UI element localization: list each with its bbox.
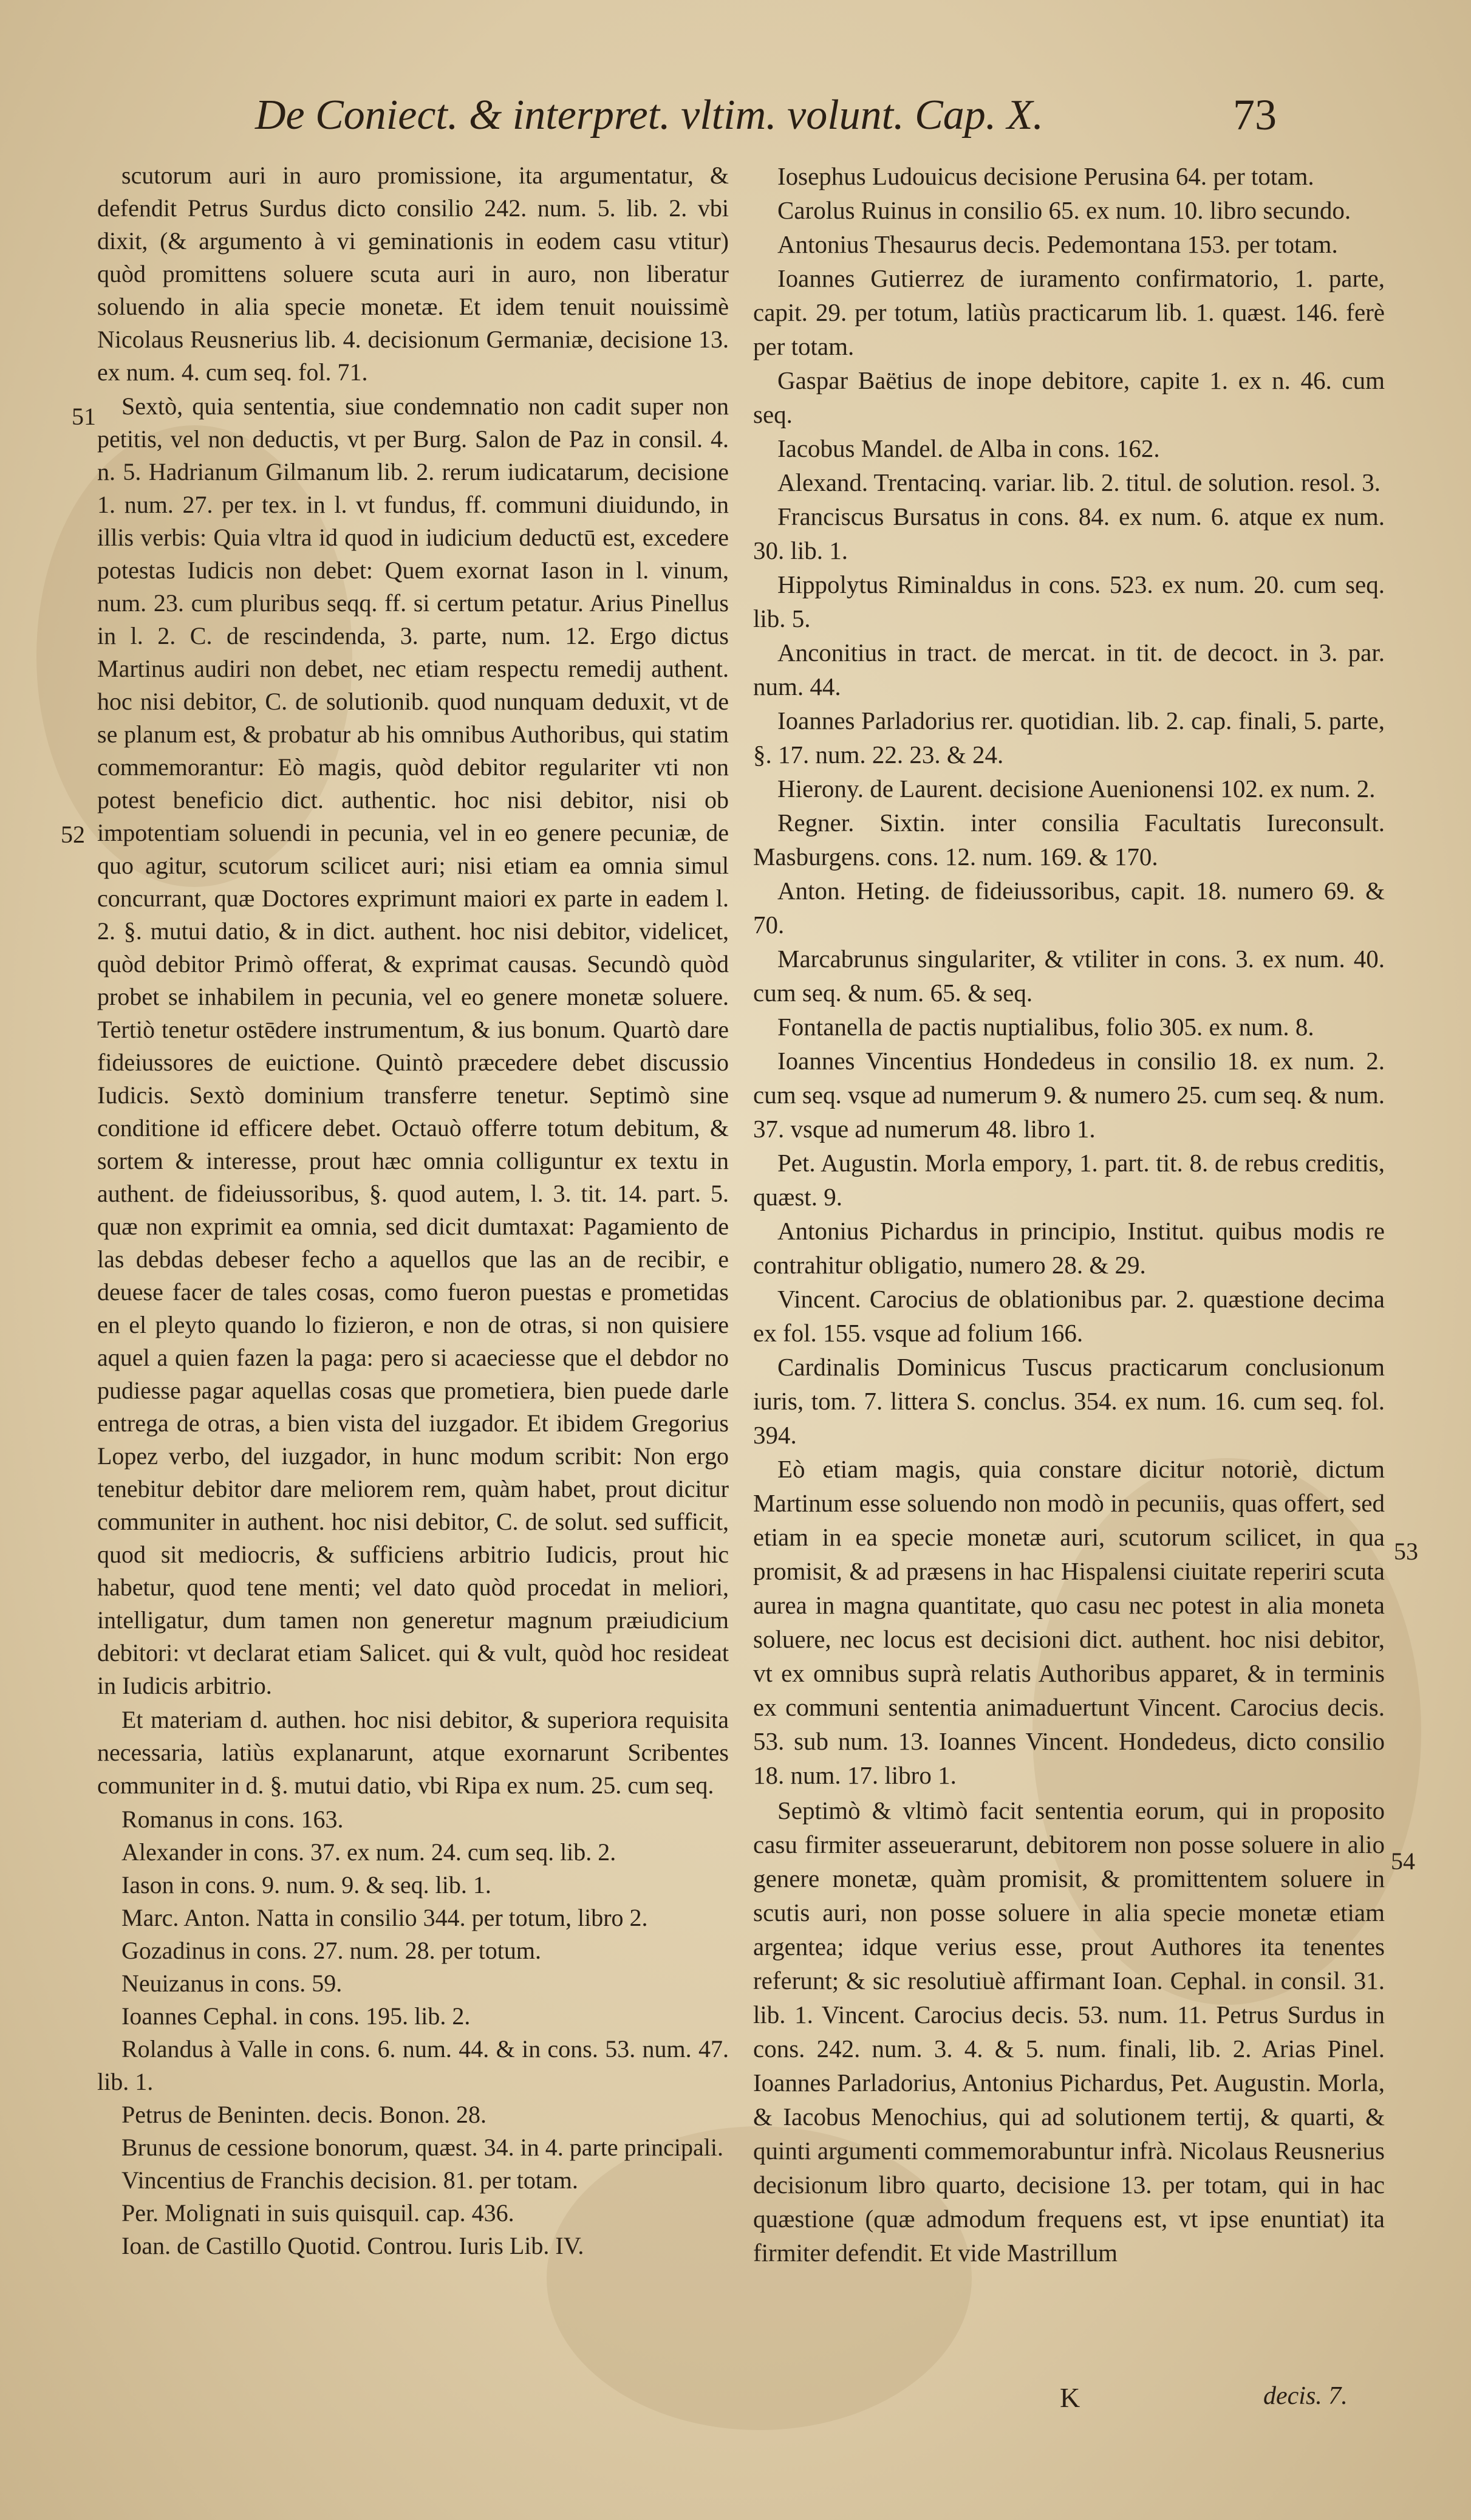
signature-mark: K [1060,2382,1080,2413]
citation-entry: Carolus Ruinus in consilio 65. ex num. 10. libro secundo. [777,196,1351,224]
citation-entry: Antonius Thesaurus decis. Pedemontana 153. per totam. [777,230,1338,258]
citation-entry: Ioan. de Castillo Quotid. Controu. Iuris Lib. IV. [121,2232,584,2259]
citation-entry: Hierony. de Laurent. decisione Auenionensi 102. ex num. 2. [777,775,1376,803]
citation-entry: Ioannes Parladorius rer. quotidian. lib. 2. cap. finali, 5. parte, §. 17. num. 22. 23. & 24. [753,707,1385,769]
paragraph: Sextò, quia sententia, siue condemnatio non cadit super non petitis, vel non deductis, vt per Burg. Salon de Paz in consil. 4. n. 5. Hadrianum Gilmanum lib. 2. rerum iudicatarum, decisione 1. num. 27. per tex. in l. vt fundus, ff. communi diuidundo, in illis verbis: Quia vltra id quod in iudicium deductū est, excedere potestas Iudicis non debet: Quem exornat Iason in l. vinum, num. 23. cum pluribus seqq. ff. si certum petatur. Arius Pinellus in l. 2. C. de rescindenda, 3. parte, num. 12. Ergo dictus Martinus audiri non debet, nec etiam respectu remedij authent. hoc nisi debitor, C. de solutionib. quod nunquam deduxit, vt de se planum est, & probatur ab his omnibus Authoribus, qui statim commemorantur: Eò magis, quòd debitor regulariter vti non potest beneficio dict. authentic. hoc nisi debitor, nisi ob impotentiam soluendi in pecunia, vel in eo genere pecuniæ, de quo agitur, scutorum scilicet auri; nisi etiam ea omnia simul concurrant, quæ Doctores exprimunt maiori ex parte in eadem l. 2. §. mutui datio, & in dict. authent. hoc nisi debitor, videlicet, quòd debitor Primò offerat, & exprimat causas. Secundò quòd probet se inhabilem in pecunia, vel eo genere monetæ soluere. Tertiò tenetur ostēdere instrumentum, & ius bonum. Quartò dare fideiussores de euictione. Quintò præcedere debet discussio Iudicis. Sextò dominium transferre tenetur. Septimò sine conditione id efficere debet. Octauò offerre totum debitum, & sortem & interesse, prout hæc omnia colliguntur ex textu in authent. de fideiussoribus, §. quod autem, l. 3. tit. 14. part. 5. quæ non exprimit ea omnia, sed dicit dumtaxat: Pagamiento de las debdas debeser fecho a aquellos que las an de recibir, e deuese facer de tales cosas, como fueron puestas e prometidas en el pleyto quando lo fizieron, e non de otras, si non quisiere aquel a quien fazen la paga: pero si acaeciesse que el debdor no pudiesse pagar aquellas cosas que prometiera, bien puede darle entrega de otras, a bien vista del iuzgador. Et ibidem Gregorius Lopez verbo, del iuzgador, in hunc modum scribit: Non ergo tenebitur debitor dare meliorem rem, quàm habet, prout dicitur communiter in authent. hoc nisi debitor, C. de solut. sed sufficit, quod sit mediocris, & sufficiens arbitrio Iudicis, prout hic habetur, quod tene menti; vel dato quòd procedat in meliori, intelligatur, dum tamen non generetur magnum præiudicium debitori: vt declarat etiam Salicet. qui & vult, quòd hoc resideat in Iudicis arbitrio. [97,392,729,1699]
citation-entry: Petrus de Beninten. decis. Bonon. 28. [121,2101,487,2128]
margin-number: 53 [1394,1538,1418,1565]
paragraph: Septimò & vltimò facit sententia eorum, qui in proposito casu firmiter asseuerarunt, debitorem non posse soluere in alio genere monetæ, quàm promisit, & promittentem soluere in scutis auri, non posse soluere in alia specie monetæ etiam argentea; idque verius esse, prout Authores ita tenentes referunt; & sic resolutiuè affirmant Ioan. Cephal. in consil. 31. lib. 1. Vincent. Carocius decis. 53. num. 11. Petrus Surdus in cons. 242. num. 3. 4. & 5. num. finali, lib. 2. Arias Pinel. Ioannes Parladorius, Antonius Pichardus, Pet. Augustin. Morla, & Iacobus Menochius, qui ad solutionem tertij, & quarti, & quinti argumenti commemorabuntur infrà. Nicolaus Reusnerius decisionum libro quarto, decisione 13. per totam, qui in hac quæstione (quæ admodum frequens est, vt ipse enuntiat) ita firmiter defendit. Et vide Mastrillum [753,1796,1385,2267]
citation-entry: Gozadinus in cons. 27. num. 28. per totum. [121,1937,542,1964]
citation-entry: Marc. Anton. Natta in consilio 344. per totum, libro 2. [121,1904,648,1931]
citation-entry: Regner. Sixtin. inter consilia Facultatis Iureconsult. Masburgens. cons. 12. num. 169. & 170. [753,809,1385,871]
citation-entry: Vincent. Carocius de oblationibus par. 2. quæstione decima ex fol. 155. vsque ad folium 166. [753,1285,1385,1347]
paragraph: Eò etiam magis, quia constare dicitur notoriè, dictum Martinum esse soluendo non modò in pecuniis, quas offert, sed etiam in ea specie monetæ auri, scutorum scilicet, in qua promisit, & ad præsens in hac Hispalensi ciuitate reperiri scuta aurea in magna quantitate, quo casu nec potest in alia moneta soluere, nec locus est decisioni dict. authent. hoc nisi debitor, vt ex omnibus suprà relatis Authoribus apparet, & in terminis ex communi sententia animaduertunt Vincent. Carocius decis. 53. sub num. 13. Ioannes Vincent. Hondedeus, dicto consilio 18. num. 17. libro 1. [753,1455,1385,1789]
citation-entry: Pet. Augustin. Morla empory, 1. part. tit. 8. de rebus creditis, quæst. 9. [753,1149,1385,1211]
page-number: 73 [1233,91,1277,139]
citation-entry: Alexand. Trentacinq. variar. lib. 2. titul. de solution. resol. 3. [777,468,1381,496]
left-column [97,159,729,2419]
paragraph: Et materiam d. authen. hoc nisi debitor, & superiora requisita necessaria, latiùs explanarunt, atque exornarunt Scribentes communiter in d. §. mutui datio, vbi Ripa ex num. 25. cum seq. [97,1706,729,1799]
citation-entry: Romanus in cons. 163. [121,1806,344,1833]
margin-number: 52 [61,821,85,848]
citation-entry: Anton. Heting. de fideiussoribus, capit. 18. numero 69. & 70. [753,877,1385,939]
citation-entry: Rolandus à Valle in cons. 6. num. 44. & in cons. 53. num. 47. lib. 1. [97,2035,729,2095]
paragraph: scutorum auri in auro promissione, ita argumentatur, & defendit Petrus Surdus dicto consilio 242. num. 5. lib. 2. vbi dixit, (& argumento à vi geminationis in eodem casu vtitur) quòd promittens soluere scuta auri in auro, non liberatur soluendo in alia specie monetæ. Et idem tenuit nouissimè Nicolaus Reusnerius lib. 4. decisionum Germaniæ, decisione 13. ex num. 4. cum seq. fol. 71. [97,162,729,386]
citation-entry: Antonius Pichardus in principio, Institut. quibus modis re contrahitur obligatio, numero 28. & 29. [753,1217,1385,1279]
citation-entry: Brunus de cessione bonorum, quæst. 34. in 4. parte principali. [121,2134,723,2161]
citation-entry: Alexander in cons. 37. ex num. 24. cum seq. lib. 2. [121,1838,616,1866]
running-head: De Coniect. & interpret. vltim. volunt. Cap. X. [255,92,1044,139]
citation-entry: Franciscus Bursatus in cons. 84. ex num. 6. atque ex num. 30. lib. 1. [753,502,1385,564]
citation-entry: Neuizanus in cons. 59. [121,1970,343,1997]
citation-entry: Ioannes Vincentius Hondedeus in consilio 18. ex num. 2. cum seq. vsque ad numerum 9. & numero 25. cum seq. & num. 37. vsque ad numerum 48. libro 1. [753,1047,1385,1143]
margin-number: 51 [72,403,96,430]
margin-number: 54 [1391,1847,1415,1875]
citation-entry: Iason in cons. 9. num. 9. & seq. lib. 1. [121,1871,491,1899]
citation-entry: Gaspar Baëtius de inope debitore, capite 1. ex n. 46. cum seq. [753,366,1385,428]
citation-entry: Hippolytus Riminaldus in cons. 523. ex num. 20. cum seq. lib. 5. [753,570,1385,632]
citation-entry: Marcabrunus singulariter, & vtiliter in cons. 3. ex num. 40. cum seq. & num. 65. & seq. [753,945,1385,1007]
right-column [753,159,1385,2419]
citation-entry: Iosephus Ludouicus decisione Perusina 64. per totam. [777,162,1314,190]
citation-entry: Ioannes Cephal. in cons. 195. lib. 2. [121,2002,471,2030]
citation-entry: Vincentius de Franchis decision. 81. per totam. [121,2166,578,2194]
citation-entry: Iacobus Mandel. de Alba in cons. 162. [777,434,1160,462]
citation-entry: Ioannes Gutierrez de iuramento confirmatorio, 1. parte, capit. 29. per totum, latiùs practicarum lib. 1. quæst. 146. ferè per totam. [753,264,1385,360]
citation-entry: Cardinalis Dominicus Tuscus practicarum conclusionum iuris, tom. 7. littera S. conclus. 354. ex num. 16. cum seq. fol. 394. [753,1353,1385,1449]
catchword: decis. 7. [1263,2382,1348,2410]
citation-entry: Anconitius in tract. de mercat. in tit. de decoct. in 3. par. num. 44. [753,639,1385,700]
citation-entry: Per. Molignati in suis quisquil. cap. 436. [121,2199,514,2227]
citation-entry: Fontanella de pactis nuptialibus, folio 305. ex num. 8. [777,1013,1314,1041]
